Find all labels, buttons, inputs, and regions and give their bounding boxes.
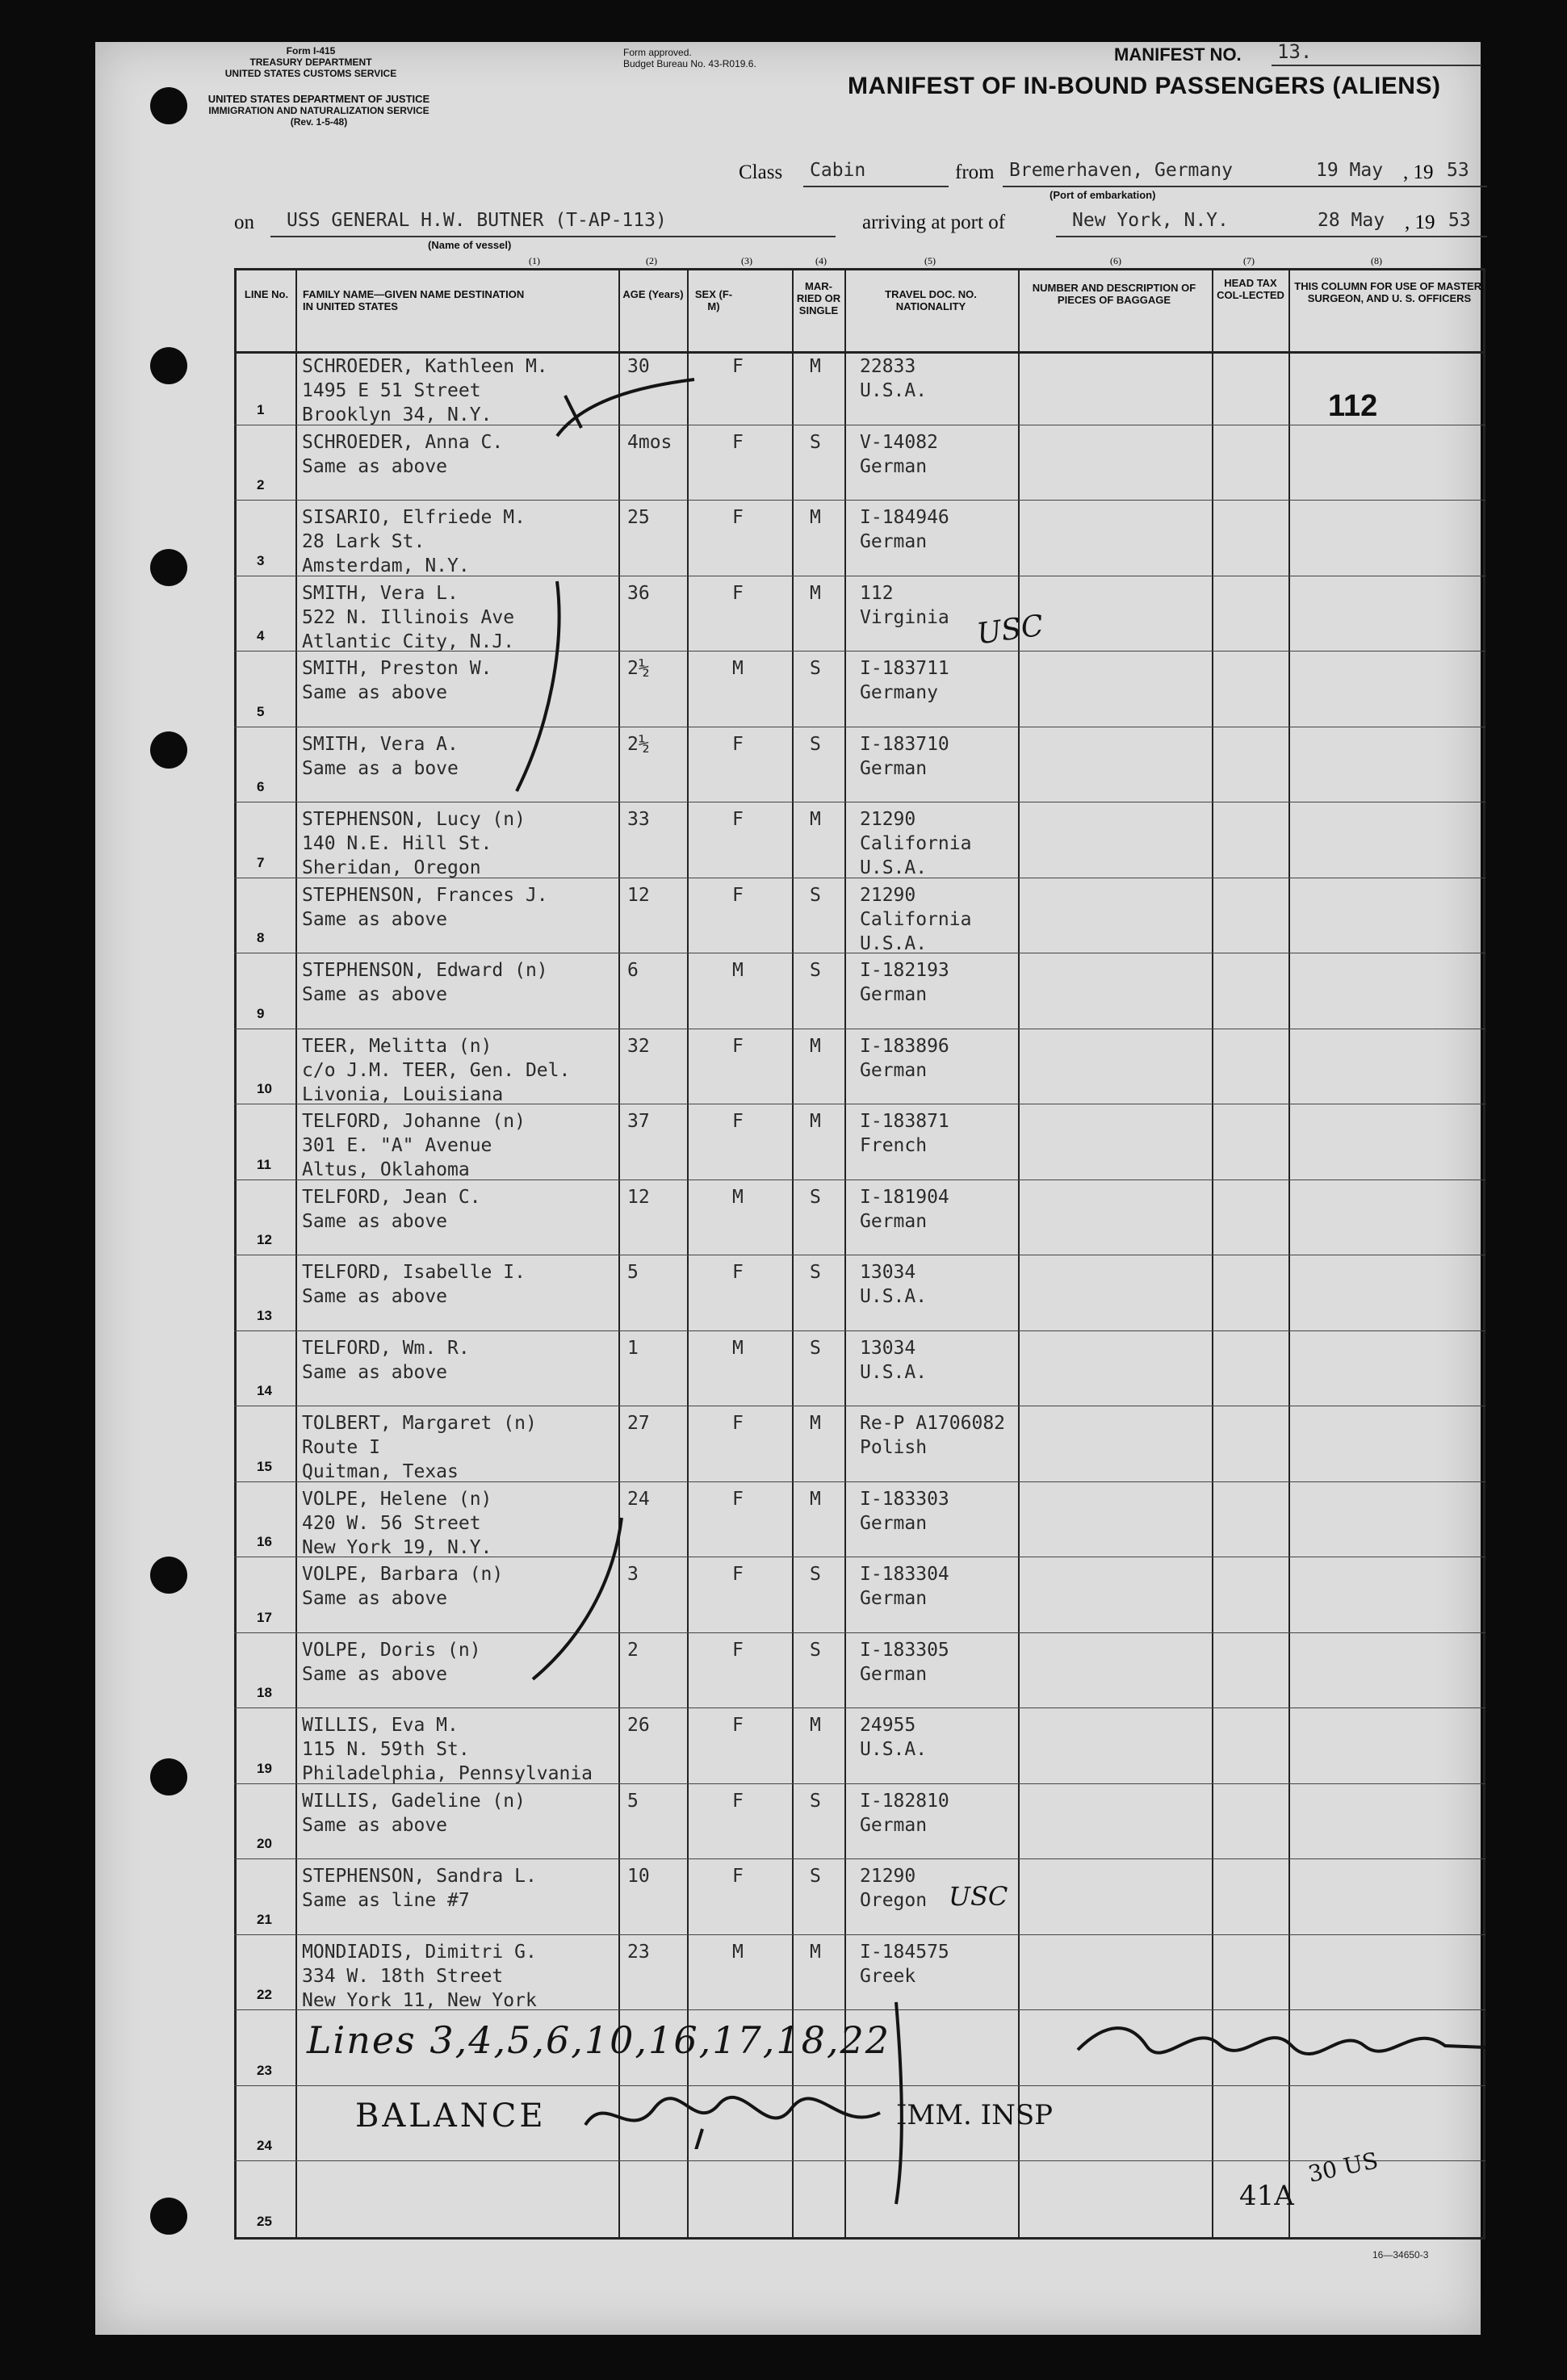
passenger-destination: Same as above [302, 1210, 448, 1232]
passenger-name: SCHROEDER, Anna C. [302, 431, 504, 453]
bracket-mark [533, 1518, 622, 1679]
line-number: 11 [257, 1156, 271, 1172]
passenger-name: TOLBERT, Margaret (n) [302, 1413, 537, 1434]
passenger-destination: Sheridan, Oregon [302, 857, 481, 878]
form-number: Form I-415 [286, 45, 336, 57]
passenger-sex: M [732, 1186, 744, 1208]
passenger-sex: F [732, 884, 744, 906]
passenger-age: 2½ [627, 733, 650, 755]
depart-date: 19 May [1316, 160, 1384, 181]
usc-note-line4: USC [974, 609, 1045, 652]
line-number: 10 [257, 1081, 272, 1096]
travel-doc-number: V-14082 [860, 431, 938, 453]
col-num-4: (4) [815, 255, 827, 266]
nationality: U.S.A. [860, 380, 928, 401]
passenger-marital-status: M [810, 1941, 821, 1963]
vessel-name: USS GENERAL H.W. BUTNER (T-AP-113) [287, 210, 667, 231]
travel-doc-number: 13034 [860, 1262, 916, 1283]
passenger-destination: Quitman, Texas [302, 1461, 459, 1482]
passenger-sex: F [732, 1035, 744, 1057]
passenger-destination: New York 19, N.Y. [302, 1536, 492, 1558]
passenger-name: STEPHENSON, Frances J. [302, 884, 548, 906]
passenger-marital-status: S [810, 658, 821, 679]
passenger-sex: F [732, 507, 744, 528]
passenger-age: 25 [627, 507, 650, 528]
passenger-destination: Same as above [302, 1588, 448, 1609]
col-num-3: (3) [741, 255, 752, 266]
col-head-marital: MAR-RIED OR SINGLE [796, 280, 841, 316]
passenger-age: 2 [627, 1639, 639, 1661]
ins-service: IMMIGRATION AND NATURALIZATION SERVICE [208, 105, 429, 116]
passenger-age: 10 [627, 1866, 650, 1887]
port-caption: (Port of embarkation) [1050, 189, 1156, 201]
travel-doc-number: 112 [860, 582, 894, 604]
line-number: 18 [257, 1685, 272, 1700]
passenger-name: TELFORD, Jean C. [302, 1186, 481, 1208]
passenger-name: VOLPE, Doris (n) [302, 1639, 481, 1661]
passenger-destination: Brooklyn 34, N.Y. [302, 404, 492, 425]
line-number: 6 [257, 779, 265, 794]
bottom-note-b: 30 US [1305, 2147, 1381, 2188]
arrival-year: 53 [1448, 210, 1471, 231]
justice-dept: UNITED STATES DEPARTMENT OF JUSTICE [207, 93, 430, 105]
passenger-name: TELFORD, Isabelle I. [302, 1262, 526, 1283]
nationality: German [860, 455, 928, 477]
on-label: on [234, 212, 254, 233]
passenger-name: VOLPE, Helene (n) [302, 1488, 492, 1510]
passenger-name: SMITH, Preston W. [302, 658, 492, 679]
passenger-name: SCHROEDER, Kathleen M. [302, 356, 548, 377]
passenger-name: WILLIS, Gadeline (n) [302, 1790, 526, 1812]
passenger-destination: 140 N.E. Hill St. [302, 833, 492, 854]
line-number: 2 [257, 477, 265, 492]
passenger-age: 5 [627, 1262, 639, 1283]
travel-doc-number: 21290 [860, 1866, 916, 1887]
line-number: 7 [257, 854, 265, 870]
travel-doc-number: 21290 [860, 809, 916, 830]
line-number: 24 [257, 2138, 272, 2153]
col-num-7: (7) [1243, 255, 1255, 266]
passenger-marital-status: S [810, 1262, 821, 1283]
form-approved: Form approved. [623, 47, 692, 58]
passenger-age: 4mos [627, 431, 672, 453]
passenger-destination: Same as above [302, 1286, 448, 1307]
passenger-age: 12 [627, 1186, 650, 1208]
passenger-destination: 420 W. 56 Street [302, 1512, 481, 1534]
nationality: German [860, 757, 928, 779]
passenger-age: 5 [627, 1790, 639, 1812]
passenger-sex: M [732, 1337, 744, 1359]
travel-doc-number: 24955 [860, 1715, 916, 1736]
passenger-destination: Same as line #7 [302, 1890, 470, 1911]
passenger-destination: Same as above [302, 682, 448, 703]
passenger-marital-status: M [810, 356, 821, 377]
col-num-1: (1) [529, 255, 540, 266]
passenger-name: STEPHENSON, Lucy (n) [302, 809, 526, 830]
passenger-marital-status: M [810, 809, 821, 830]
passenger-name: SMITH, Vera L. [302, 582, 459, 604]
nationality: California [860, 908, 972, 930]
passenger-marital-status: S [810, 733, 821, 755]
page-title: MANIFEST OF IN-BOUND PASSENGERS (ALIENS) [848, 73, 1441, 99]
passenger-destination: New York 11, New York [302, 1989, 537, 2011]
bracket-mark [896, 2002, 902, 2204]
passenger-sex: F [732, 1262, 744, 1283]
line-number: 12 [257, 1232, 272, 1247]
passenger-destination: Same as above [302, 908, 448, 930]
passenger-marital-status: M [810, 1413, 821, 1434]
col-head-name: FAMILY NAME—GIVEN NAME DESTINATION IN UNITED STATES [303, 288, 525, 312]
passenger-age: 30 [627, 356, 650, 377]
line-number: 22 [257, 1987, 272, 2002]
bracket-mark [557, 379, 694, 436]
line23-note: Lines 3,4,5,6,10,16,17,18,22 [307, 2018, 891, 2062]
nationality: Polish [860, 1437, 928, 1458]
form-print-code: 16—34650-3 [1372, 2249, 1429, 2261]
line-number: 8 [257, 930, 265, 945]
passenger-marital-status: M [810, 1488, 821, 1510]
nationality: U.S.A. [860, 1739, 928, 1760]
depart-year-prefix: , 19 [1403, 161, 1434, 183]
nationality: U.S.A. [860, 932, 928, 954]
passenger-sex: M [732, 1941, 744, 1963]
passenger-destination: Same as a bove [302, 757, 459, 779]
line-number: 25 [257, 2213, 272, 2229]
travel-doc-number: 22833 [860, 356, 916, 377]
passenger-sex: F [732, 1715, 744, 1736]
passenger-sex: F [732, 733, 744, 755]
travel-doc-number: I-181904 [860, 1186, 949, 1208]
arrival-port: New York, N.Y. [1072, 210, 1229, 231]
passenger-marital-status: M [810, 1111, 821, 1132]
passenger-destination: Route I [302, 1437, 380, 1458]
passenger-age: 33 [627, 809, 650, 830]
passenger-marital-status: S [810, 1866, 821, 1887]
passenger-name: SMITH, Vera A. [302, 733, 459, 755]
nationality: California [860, 833, 972, 854]
inspector-title: IMM. INSP [896, 2099, 1054, 2131]
passenger-destination: Altus, Oklahoma [302, 1159, 470, 1180]
nationality: German [860, 984, 928, 1005]
passenger-age: 27 [627, 1413, 650, 1434]
nationality: U.S.A. [860, 857, 928, 878]
col-num-5: (5) [924, 255, 936, 266]
arrival-year-prefix: , 19 [1405, 212, 1435, 233]
col-head-line: LINE No. [244, 288, 289, 300]
passenger-age: 6 [627, 960, 639, 981]
passenger-age: 23 [627, 1941, 650, 1963]
passenger-sex: M [732, 658, 744, 679]
passenger-sex: F [732, 1111, 744, 1132]
col-head-head-tax: HEAD TAX COL-LECTED [1217, 277, 1284, 301]
nationality: French [860, 1135, 928, 1156]
travel-doc-number: I-182810 [860, 1790, 949, 1812]
col-head-baggage: NUMBER AND DESCRIPTION OF PIECES OF BAGGAGE [1032, 282, 1196, 306]
passenger-destination: Amsterdam, N.Y. [302, 555, 470, 576]
passenger-name: TELFORD, Johanne (n) [302, 1111, 526, 1132]
travel-doc-number: I-183304 [860, 1564, 949, 1585]
passenger-name: TELFORD, Wm. R. [302, 1337, 470, 1359]
passenger-marital-status: S [810, 1790, 821, 1812]
passenger-marital-status: S [810, 960, 821, 981]
passenger-marital-status: M [810, 582, 821, 604]
from-label: from [955, 161, 995, 183]
travel-doc-number: I-183711 [860, 658, 949, 679]
passenger-sex: F [732, 1639, 744, 1661]
passenger-name: SISARIO, Elfriede M. [302, 507, 526, 528]
travel-doc-number: I-184946 [860, 507, 949, 528]
revision: (Rev. 1-5-48) [290, 116, 348, 128]
passenger-destination: Same as above [302, 1663, 448, 1685]
travel-doc-number: I-183305 [860, 1639, 949, 1661]
travel-doc-number: 21290 [860, 884, 916, 906]
passenger-destination: 115 N. 59th St. [302, 1739, 470, 1760]
line-number: 4 [257, 628, 265, 643]
line-number: 19 [257, 1760, 272, 1776]
bracket-mark [517, 581, 559, 791]
col-head-sex: SEX (F-M) [694, 288, 733, 312]
passenger-destination: 301 E. "A" Avenue [302, 1135, 492, 1156]
passenger-sex: F [732, 1790, 744, 1812]
passenger-name: TEER, Melitta (n) [302, 1035, 492, 1057]
passenger-marital-status: S [810, 1186, 821, 1208]
vessel-caption: (Name of vessel) [428, 239, 512, 251]
passenger-age: 3 [627, 1564, 639, 1585]
nationality: U.S.A. [860, 1361, 928, 1383]
travel-doc-number: Re-P A1706082 [860, 1413, 1006, 1434]
passenger-age: 37 [627, 1111, 650, 1132]
class-value: Cabin [810, 160, 866, 181]
nationality: German [860, 1059, 928, 1081]
travel-doc-number: I-183871 [860, 1111, 949, 1132]
customs-service: UNITED STATES CUSTOMS SERVICE [224, 68, 397, 79]
passenger-age: 32 [627, 1035, 650, 1057]
depart-year: 53 [1447, 160, 1469, 181]
passenger-sex: F [732, 1413, 744, 1434]
nationality: Virginia [860, 606, 949, 628]
nationality: German [860, 531, 928, 552]
nationality: Greek [860, 1965, 916, 1987]
passenger-name: VOLPE, Barbara (n) [302, 1564, 504, 1585]
travel-doc-number: I-184575 [860, 1941, 949, 1963]
nationality: U.S.A. [860, 1286, 928, 1307]
col-head-officers: THIS COLUMN FOR USE OF MASTER, SURGEON, AND U. S. OFFICERS [1294, 280, 1485, 304]
passenger-sex: F [732, 431, 744, 453]
passenger-destination: Same as above [302, 455, 448, 477]
col-head-age: AGE (Years) [622, 288, 684, 300]
passenger-sex: F [732, 809, 744, 830]
passenger-destination: Same as above [302, 984, 448, 1005]
passenger-name: STEPHENSON, Edward (n) [302, 960, 548, 981]
passenger-marital-status: S [810, 884, 821, 906]
passenger-name: STEPHENSON, Sandra L. [302, 1866, 537, 1887]
passenger-sex: F [732, 1564, 744, 1585]
travel-doc-number: I-183303 [860, 1488, 949, 1510]
passenger-age: 1 [627, 1337, 639, 1359]
nationality: German [860, 1663, 928, 1685]
nationality: German [860, 1512, 928, 1534]
passenger-marital-status: S [810, 1639, 821, 1661]
col-num-8: (8) [1371, 255, 1382, 266]
bottom-note-a: 41A [1239, 2180, 1294, 2212]
col-head-travel-doc: TRAVEL DOC. NO. NATIONALITY [885, 288, 977, 312]
usc-note-line21: USC [949, 1881, 1008, 1912]
budget-bureau: Budget Bureau No. 43-R019.6. [623, 58, 756, 69]
passenger-destination: 28 Lark St. [302, 531, 425, 552]
travel-doc-number: I-183710 [860, 733, 949, 755]
passenger-sex: M [732, 960, 744, 981]
treasury-dept: TREASURY DEPARTMENT [249, 57, 372, 68]
passenger-age: 26 [627, 1715, 650, 1736]
passenger-destination: Philadelphia, Pennsylvania [302, 1763, 593, 1784]
line-number: 9 [257, 1005, 265, 1021]
from-value: Bremerhaven, Germany [1009, 160, 1233, 181]
passenger-age: 36 [627, 582, 650, 604]
passenger-destination: 334 W. 18th Street [302, 1965, 504, 1987]
passenger-destination: c/o J.M. TEER, Gen. Del. [302, 1059, 571, 1081]
line-number: 13 [257, 1307, 272, 1323]
arrival-date: 28 May [1318, 210, 1385, 231]
passenger-destination: Same as above [302, 1361, 448, 1383]
passenger-sex: F [732, 582, 744, 604]
passenger-destination: Atlantic City, N.J. [302, 631, 515, 652]
nationality: German [860, 1814, 928, 1836]
passenger-sex: F [732, 356, 744, 377]
passenger-destination: 522 N. Illinois Ave [302, 606, 515, 628]
passenger-marital-status: S [810, 431, 821, 453]
manifest-no-value: 13. [1277, 40, 1313, 63]
passenger-marital-status: M [810, 1035, 821, 1057]
nationality: Oregon [860, 1890, 928, 1911]
passenger-marital-status: M [810, 1715, 821, 1736]
line-number: 15 [257, 1458, 272, 1474]
balance-note: BALANCE [355, 2097, 547, 2135]
line-number: 14 [257, 1383, 272, 1398]
line-number: 23 [257, 2062, 272, 2078]
passenger-age: 12 [627, 884, 650, 906]
travel-doc-number: 13034 [860, 1337, 916, 1359]
passenger-marital-status: S [810, 1564, 821, 1585]
line-number: 5 [257, 703, 265, 719]
passenger-destination: Livonia, Louisiana [302, 1083, 504, 1105]
col-num-2: (2) [646, 255, 657, 266]
line-number: 16 [257, 1534, 272, 1549]
nationality: German [860, 1210, 928, 1232]
nationality: Germany [860, 682, 938, 703]
line-number: 20 [257, 1836, 272, 1851]
passenger-age: 2½ [627, 658, 650, 679]
line-number: 1 [257, 401, 265, 417]
passenger-marital-status: S [810, 1337, 821, 1359]
passenger-name: WILLIS, Eva M. [302, 1715, 459, 1736]
line-number: 17 [257, 1609, 272, 1625]
passenger-sex: F [732, 1866, 744, 1887]
passenger-marital-status: M [810, 507, 821, 528]
passenger-sex: F [732, 1488, 744, 1510]
passenger-destination: Same as above [302, 1814, 448, 1836]
passenger-age: 24 [627, 1488, 650, 1510]
col-num-6: (6) [1110, 255, 1121, 266]
passenger-name: MONDIADIS, Dimitri G. [302, 1941, 537, 1963]
officer-count: 112 [1328, 389, 1378, 423]
class-label: Class [739, 161, 783, 183]
passenger-destination: 1495 E 51 Street [302, 380, 481, 401]
manifest-no-label: MANIFEST NO. [1114, 44, 1242, 65]
line-number: 21 [257, 1911, 272, 1927]
arriving-label: arriving at port of [862, 212, 1006, 233]
nationality: German [860, 1588, 928, 1609]
travel-doc-number: I-182193 [860, 960, 949, 981]
line-number: 3 [257, 552, 265, 568]
travel-doc-number: I-183896 [860, 1035, 949, 1057]
